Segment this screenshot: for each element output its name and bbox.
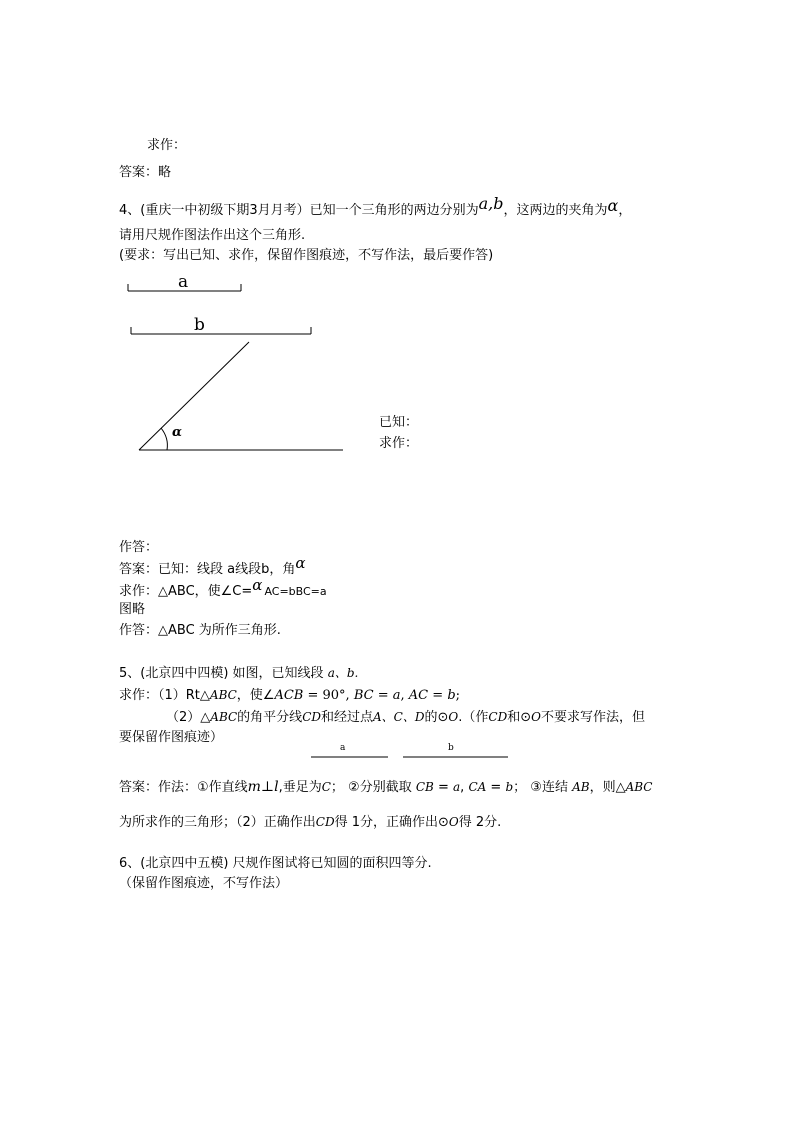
q4-number: 4、 [119,203,141,218]
q5-req-1-tri: ABC [209,688,237,702]
q5-req-1-a: a [392,688,401,703]
q5-ans-1-perp: m⊥l [247,779,279,795]
q4-answer-known [119,554,306,578]
q5-req-2-tri: ABC [210,710,238,724]
q4-stem-2: ，这两边的夹角为 [503,203,608,218]
q5-req-3: 要保留作图痕迹） [119,730,224,745]
q5-req-2-cd: CD [302,710,321,724]
find-label: 求作： [379,436,419,451]
q5-answer-2 [119,814,501,831]
q5-stem-vars: a、b. [327,666,359,680]
q5-req-1-angle: ，使∠ [236,688,275,703]
q5-ans-1-cb: CB [415,780,434,794]
angle-ray-2 [139,342,249,450]
q5-ans-1-abc: ABC [625,780,653,794]
q5-req-2-o: O [448,710,459,724]
q5-ans-1-step2: ； ②分别截取 [330,780,412,795]
q5-ans-2-text: 为所求作的三角形；（2）正确作出 [119,815,316,830]
answer-top: 答案：略 [119,165,172,180]
q5-req-2-note: .（作 [458,710,489,725]
q5-req-2-and: 和⊙ [507,710,532,725]
q5-req-2-tail: 不要求写作法，但 [540,710,645,725]
q4-answer-alpha: α [295,554,306,572]
q4-var-alpha: α [607,196,619,215]
q4-answer-find [119,576,327,600]
q5-req-2-circle: 的⊙ [424,710,449,725]
q4-stem-1: (重庆一中初级下期3月月考）已知一个三角形的两边分别为 [140,203,479,218]
q5-ans-1-then: ，则△ [589,780,626,795]
q5-req-2-points: A、C、D [373,710,425,724]
q4-answer-find-alpha: α [252,576,263,594]
q5-ans-2-cd: CD [315,815,335,829]
q6-req: （保留作图痕迹，不写作法） [119,876,289,891]
q5-ans-1-eq2: = [486,780,506,795]
q4-var-ab: a,b [478,194,504,213]
q5-req-1-text: 求作：（1）Rt△ [119,688,210,703]
q5-req-2 [166,709,645,726]
q5-stem-text: 5、(北京四中四模) 如图，已知线段 [119,666,324,681]
q5-ans-1-eq1: = [433,780,454,795]
q4-line3: (要求：写出已知、求作，保留作图痕迹，不写作法，最后要作答) [119,248,494,263]
q5-req-1-semi: ; [455,688,461,703]
q5-req-1-comma: , [400,688,405,703]
q5-stem [119,665,358,682]
q4-stem-3: ， [618,203,632,218]
q5-req-1-b: b [447,688,456,703]
q5-req-1 [119,687,460,704]
q5-ans-2-o: O [448,815,459,829]
q5-req-1-bc: BC [353,688,374,703]
q5-req-1-ac: AC [408,688,429,703]
q5-ans-2-tail: 得 2分. [458,815,502,830]
q5-req-2-through: 和经过点 [321,710,374,725]
q4-answer-find-sides: AC=bBC=a [264,585,327,598]
q5-req-2-o2: O [531,710,541,724]
q5-ans-2-mid: 得 1分，正确作出⊙ [334,815,449,830]
q4-answer-known-text: 答案：已知：线段 a线段b，角 [119,562,296,577]
q5-ans-1-ab: AB [572,780,590,794]
q5-seg-a-label: a [340,743,346,753]
angle-arc [161,428,167,450]
q5-req-2-cd2: CD [488,710,508,724]
q5-req-1-acb: ACB [274,688,304,703]
q5-ans-1-a: a [453,780,461,794]
q5-req-1-eq1: = [373,688,393,703]
q5-seg-b-label: b [448,743,454,753]
q5-ans-1-foot: ,垂足为 [278,780,322,795]
angle-label: α [172,425,183,440]
q4-zuoda: 作答： [119,540,159,555]
q5-ans-1-c: C [321,780,331,794]
segment-a-label: a [178,272,189,292]
q5-ans-1-ca: CA [468,780,487,794]
known-label: 已知： [379,415,419,430]
segment-b-label: b [194,315,205,335]
q5-ans-1-b: b [505,780,514,794]
q5-req-1-deg: = 90°, [303,688,350,703]
find-label-top: 求作： [147,138,187,153]
q5-ans-1-comma: , [460,780,469,795]
q4-line2: 请用尺规作图法作出这个三角形. [119,228,306,243]
q6-stem: 6、(北京四中五模) 尺规作图试将已知圆的面积四等分. [119,856,432,871]
q5-answer-1 [119,779,652,796]
q5-ans-1-text: 答案：作法：①作直线 [119,780,248,795]
q4-answer-figure: 图略 [119,602,146,617]
q4-answer-conclusion: 作答：△ABC 为所作三角形. [119,623,281,638]
q5-req-1-eq2: = [428,688,448,703]
q4-answer-find-text: 求作：△ABC，使∠C= [119,584,253,599]
q5-req-2-text: （2）△ [166,710,211,725]
q5-ans-1-step3: ； ③连结 [513,780,568,795]
q5-req-2-bisector: 的角平分线 [237,710,303,725]
